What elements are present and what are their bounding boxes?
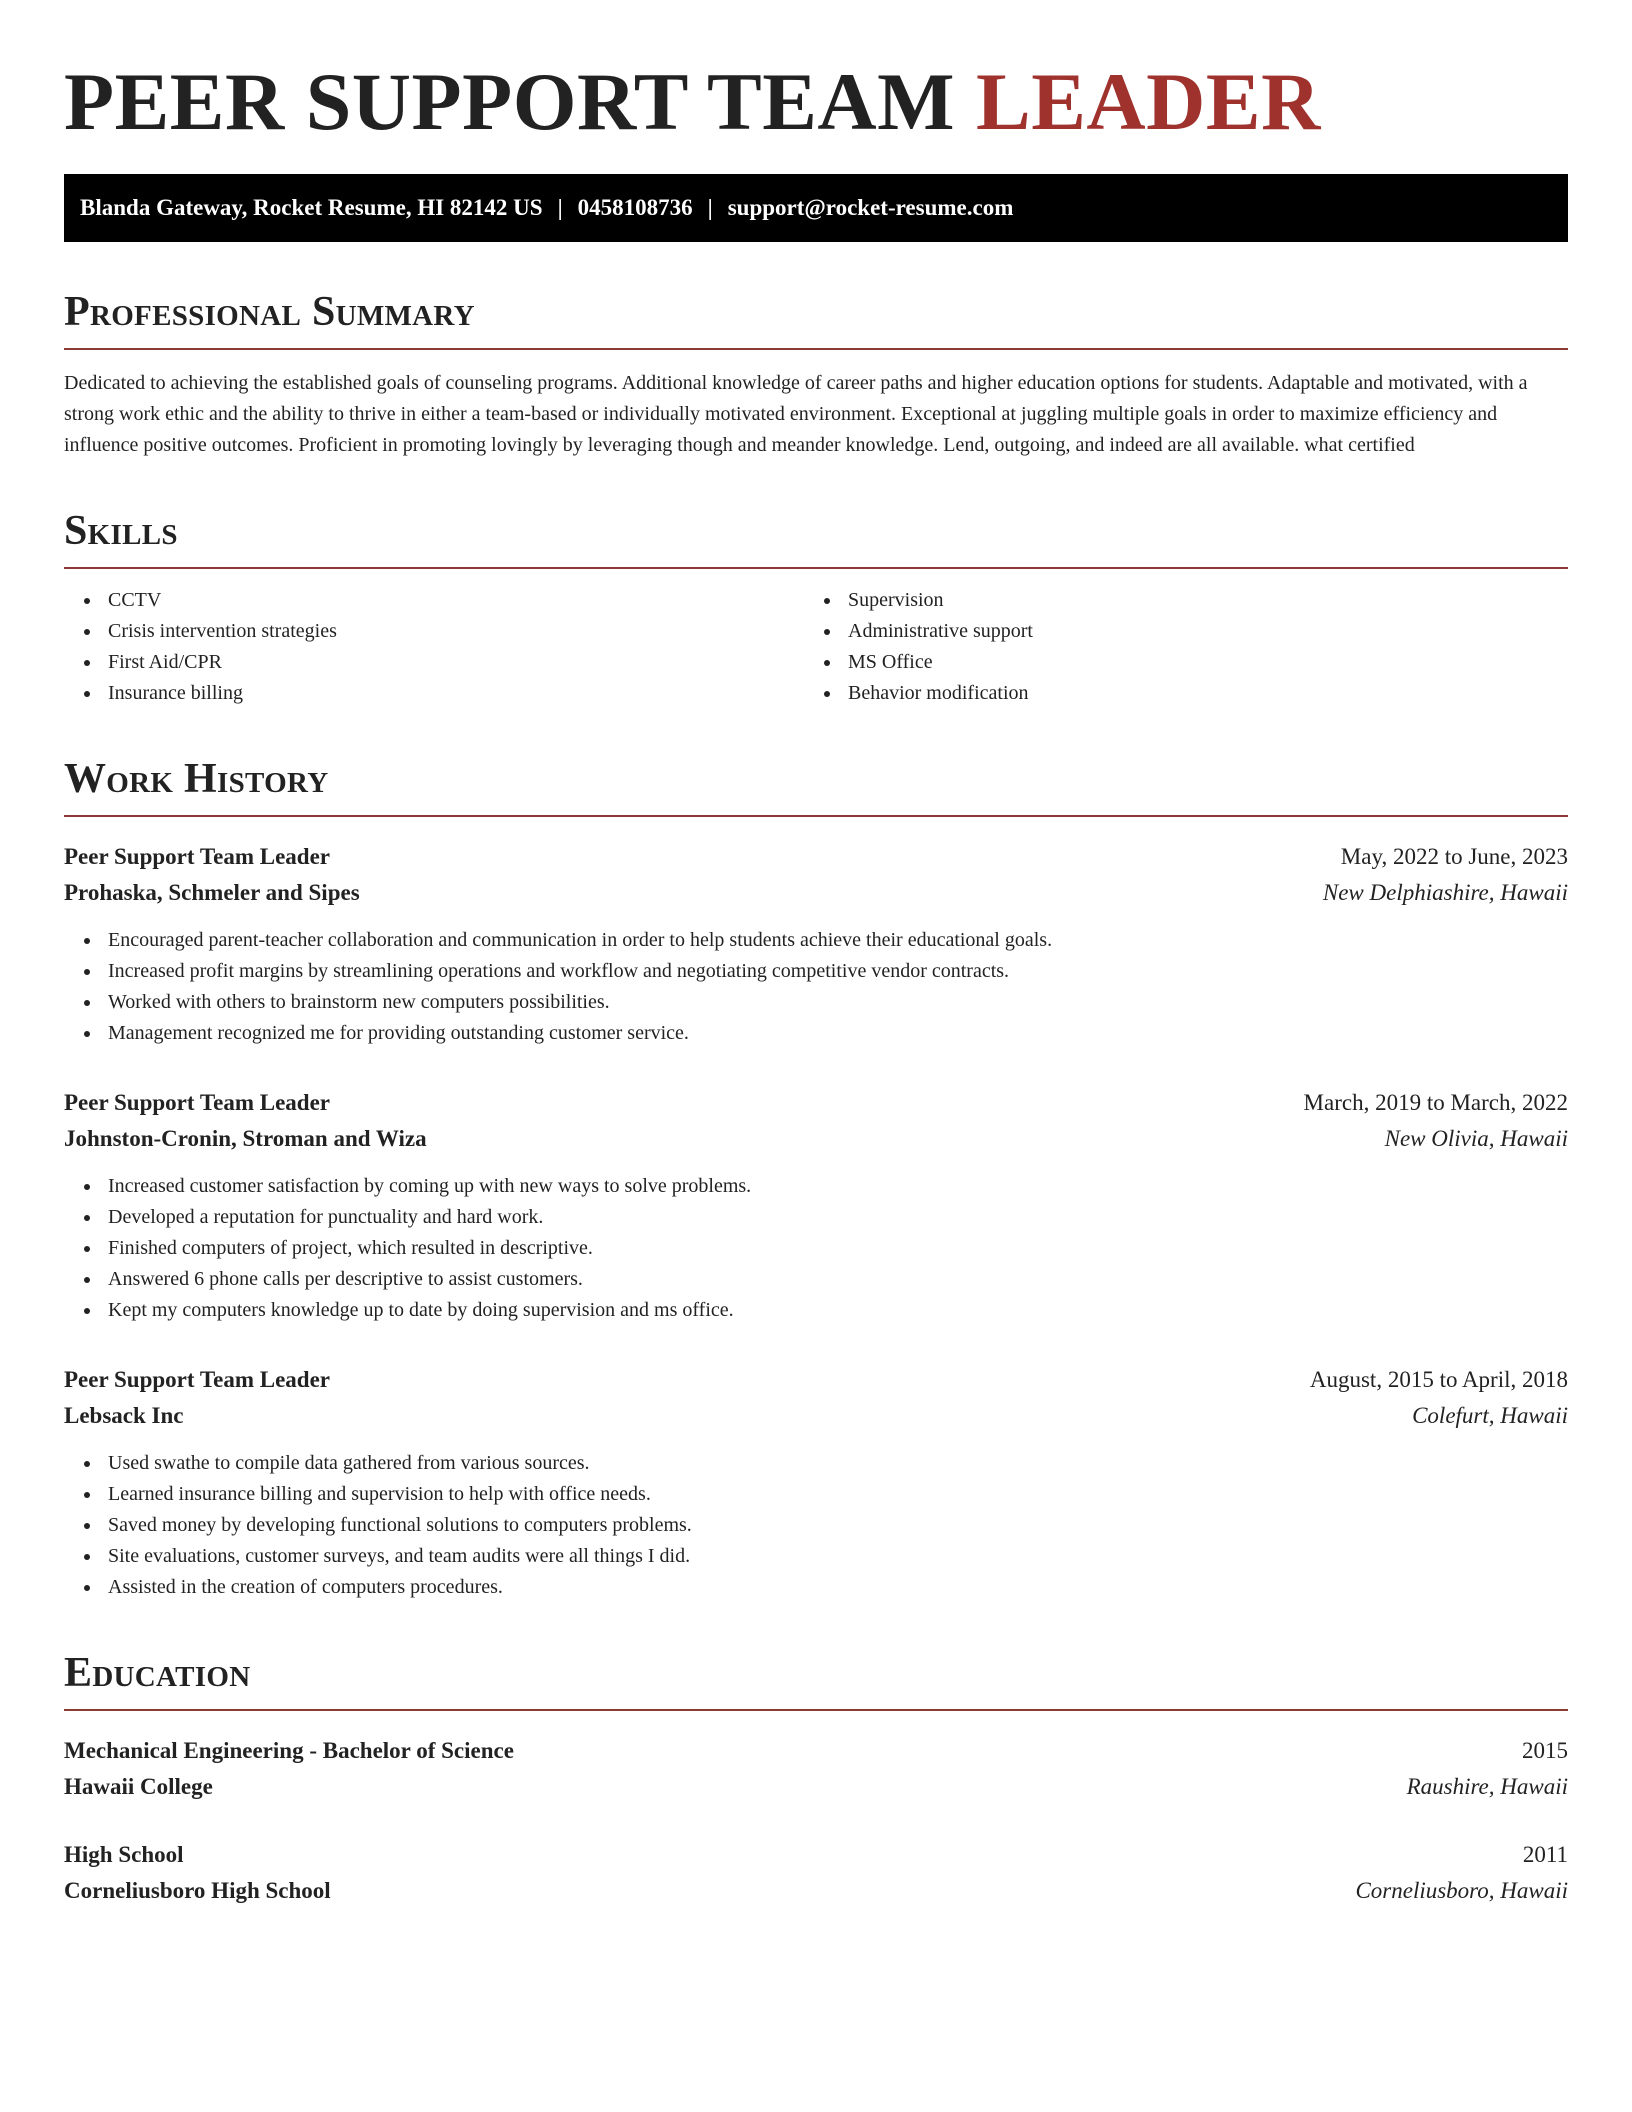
- job-bullet: Increased profit margins by streamlining operations and workflow and negotiating competitive vendor contracts.: [108, 956, 1568, 987]
- job-role: Peer Support Team Leader: [64, 844, 330, 869]
- education-year: 2011: [1522, 1842, 1568, 1867]
- job-company: Johnston-Cronin, Stroman and Wiza: [64, 1126, 427, 1151]
- education-heading: Education: [64, 1650, 251, 1696]
- section-divider: [64, 348, 1568, 350]
- job-bullet: Assisted in the creation of computers procedures.: [108, 1572, 1568, 1603]
- contact-separator: |: [707, 195, 713, 220]
- job-bullet: Developed a reputation for punctuality and hard work.: [108, 1202, 1568, 1233]
- job-location: New Olivia, Hawaii: [1384, 1126, 1568, 1151]
- education-entry: [64, 1837, 1568, 1909]
- education-entry: [64, 1733, 1568, 1805]
- job-role: Peer Support Team Leader: [64, 1090, 330, 1115]
- job-bullet: Saved money by developing functional solutions to computers problems.: [108, 1510, 1568, 1541]
- work-history-heading: Work History: [64, 756, 329, 802]
- job-bullet: Worked with others to brainstorm new computers possibilities.: [108, 987, 1568, 1018]
- summary-heading: Professional Summary: [64, 289, 475, 335]
- job-entry: [64, 839, 1568, 1049]
- contact-address: Blanda Gateway, Rocket Resume, HI 82142 US: [80, 195, 543, 220]
- job-bullet: Increased customer satisfaction by coming up with new ways to solve problems.: [108, 1171, 1568, 1202]
- job-bullet: Site evaluations, customer surveys, and team audits were all things I did.: [108, 1541, 1568, 1572]
- contact-separator: |: [557, 195, 563, 220]
- contact-email[interactable]: support@rocket-resume.com: [727, 195, 1014, 220]
- education-degree: Mechanical Engineering - Bachelor of Science: [64, 1738, 514, 1763]
- section-divider: [64, 1709, 1568, 1711]
- job-role: Peer Support Team Leader: [64, 1367, 330, 1392]
- skill-item: Behavior modification: [848, 678, 1544, 709]
- job-location: Colefurt, Hawaii: [1412, 1403, 1568, 1428]
- name-accent: LEADER: [976, 56, 1321, 147]
- skill-item: Supervision: [848, 585, 1544, 616]
- summary-text: Dedicated to achieving the established goals of counseling programs. Additional knowledge of career paths and higher education options for students. Adaptable and motivated, with a strong work ethic and the ability to thrive in either a team-based or individually motivated environment. Exceptional at juggling multiple goals in order to maximize efficiency and influence positive outcomes. Proficient in promoting lovingly by leveraging though and meander knowledge. Lend, outgoing, and indeed are all available. what certified: [64, 372, 1528, 456]
- job-company: Prohaska, Schmeler and Sipes: [64, 880, 360, 905]
- skill-item: Insurance billing: [108, 678, 804, 709]
- skill-item: First Aid/CPR: [108, 647, 804, 678]
- job-bullets: [64, 1448, 1568, 1603]
- job-dates: August, 2015 to April, 2018: [1309, 1367, 1568, 1392]
- education-degree: High School: [64, 1842, 184, 1867]
- job-bullet: Finished computers of project, which resulted in descriptive.: [108, 1233, 1568, 1264]
- job-entry: [64, 1085, 1568, 1326]
- skill-item: CCTV: [108, 585, 804, 616]
- job-bullet: Learned insurance billing and supervision to help with office needs.: [108, 1479, 1568, 1510]
- job-bullet: Encouraged parent-teacher collaboration and communication in order to help students achieve their educational goals.: [108, 925, 1568, 956]
- job-bullet: Answered 6 phone calls per descriptive to assist customers.: [108, 1264, 1568, 1295]
- job-bullet: Kept my computers knowledge up to date by doing supervision and ms office.: [108, 1295, 1568, 1326]
- section-divider: [64, 815, 1568, 817]
- contact-bar: [64, 174, 1568, 242]
- skill-item: Administrative support: [848, 616, 1544, 647]
- job-bullet: Management recognized me for providing outstanding customer service.: [108, 1018, 1568, 1049]
- job-location: New Delphiashire, Hawaii: [1322, 880, 1568, 905]
- education-year: 2015: [1522, 1738, 1568, 1763]
- job-bullet: Used swathe to compile data gathered from various sources.: [108, 1448, 1568, 1479]
- job-company: Lebsack Inc: [64, 1403, 184, 1428]
- job-dates: March, 2019 to March, 2022: [1303, 1090, 1568, 1115]
- job-dates: May, 2022 to June, 2023: [1340, 844, 1568, 869]
- education-school: Corneliusboro High School: [64, 1878, 331, 1903]
- name-main: PEER SUPPORT TEAM: [64, 56, 956, 147]
- education-location: Raushire, Hawaii: [1406, 1774, 1568, 1799]
- page-title: [64, 56, 1568, 148]
- skills-column-right: [804, 585, 1544, 709]
- skills-heading: Skills: [64, 508, 178, 554]
- section-divider: [64, 567, 1568, 569]
- job-bullets: [64, 1171, 1568, 1326]
- education-location: Corneliusboro, Hawaii: [1355, 1878, 1568, 1903]
- education-school: Hawaii College: [64, 1774, 213, 1799]
- skills-column-left: [64, 585, 804, 709]
- contact-phone[interactable]: 0458108736: [577, 195, 693, 220]
- skills-list: [64, 585, 1568, 709]
- job-entry: [64, 1362, 1568, 1603]
- skill-item: Crisis intervention strategies: [108, 616, 804, 647]
- skill-item: MS Office: [848, 647, 1544, 678]
- job-bullets: [64, 925, 1568, 1049]
- resume-page: [64, 0, 1568, 1909]
